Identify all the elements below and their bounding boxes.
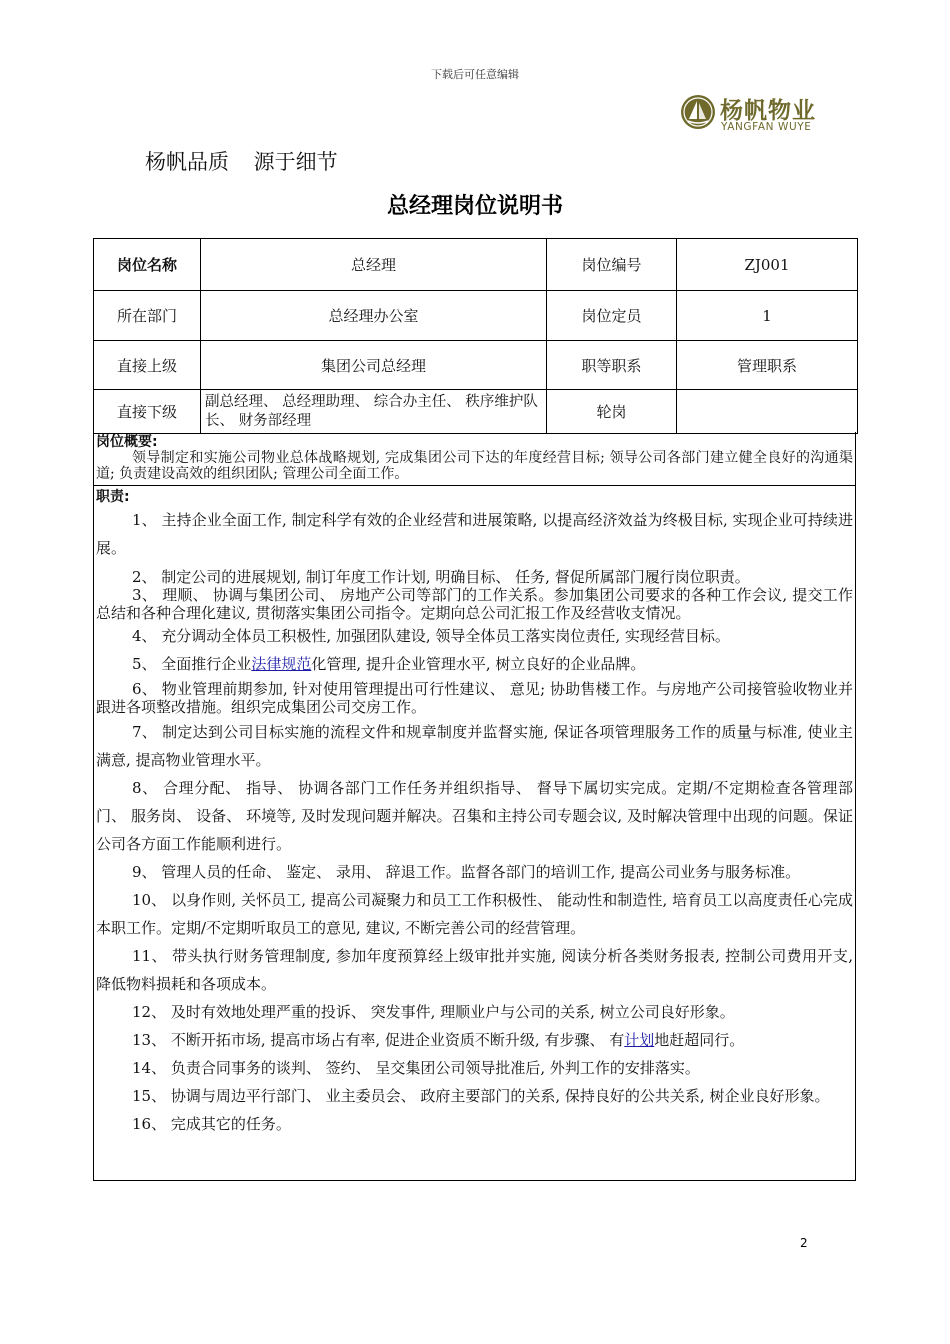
rotation-value — [677, 390, 858, 434]
superior-value: 集团公司总经理 — [201, 341, 547, 390]
position-name-value: 总经理 — [201, 239, 547, 291]
table-row — [94, 291, 858, 341]
duty-item-11: 11、 带头执行财务管理制度, 参加年度预算经上级审批并实施, 阅读分析各类财务报表, 控制公司费用开支, 降低物料损耗和各项成本。 — [96, 947, 853, 993]
position-code-value: ZJ001 — [677, 239, 858, 291]
headcount-value: 1 — [677, 291, 858, 341]
duty-item-7: 7、 制定达到公司目标实施的流程文件和规章制度并监督实施, 保证各项管理服务工作的质量与标准, 使业主满意, 提高物业管理水平。 — [96, 723, 853, 769]
duty-13-text-end: 地赶超同行。 — [654, 1031, 745, 1049]
subordinate-label: 直接下级 — [94, 390, 201, 434]
plan-link[interactable]: 计划 — [624, 1031, 655, 1049]
position-name-label: 岗位名称 — [94, 239, 201, 291]
duty-item-10: 10、 以身作则, 关怀员工, 提高公司凝聚力和员工工作积极性、 能动性和制造性, 培育员工以高度责任心完成本职工作。定期/不定期听取员工的意见, 建议, 不断完善公司的经营管理。 — [96, 891, 853, 937]
duty-item-3: 3、 理顺、 协调与集团公司、 房地产公司等部门的工作关系。参加集团公司要求的各种工作会议, 提交工作总结和各种合理化建议, 贯彻落实集团公司指令。定期向总公司汇报工作及经营收支情况。 — [96, 586, 853, 622]
duty-5-text-start: 5、 全面推行企业 — [132, 655, 252, 673]
table-row — [94, 390, 858, 434]
duty-item-14: 14、 负责合同事务的谈判、 签约、 呈交集团公司领导批准后, 外判工作的安排落实。 — [132, 1059, 700, 1077]
logo-en-text: YANGFAN WUYE — [721, 121, 812, 133]
duty-13-text-start: 13、 不断开拓市场, 提高市场占有率, 促进企业资质不断升级, 有步骤、 有 — [132, 1031, 625, 1049]
company-logo — [680, 92, 830, 136]
duties-section — [93, 486, 856, 1181]
table-row — [94, 341, 858, 390]
rotation-label: 轮岗 — [547, 390, 677, 434]
grade-value: 管理职系 — [677, 341, 858, 390]
logo-cn-text: 杨帆物业 — [720, 98, 816, 124]
duty-item-6: 6、 物业管理前期参加, 针对使用管理提出可行性建议、 意见; 协助售楼工作。与房地产公司接管验收物业并跟进各项整改措施。组织完成集团公司交房工作。 — [96, 680, 853, 716]
duty-item-13 — [96, 1026, 853, 1054]
slogan: 杨帆品质 源于细节 — [145, 150, 338, 174]
duty-item-9: 9、 管理人员的任命、 鉴定、 录用、 辞退工作。监督各部门的培训工作, 提高公司业务与服务标准。 — [132, 863, 801, 881]
superior-label: 直接上级 — [94, 341, 201, 390]
summary-heading: 岗位概要: — [96, 434, 158, 450]
duty-item-8: 8、 合理分配、 指导、 协调各部门工作任务并组织指导、 督导下属切实完成。定期/不定期检查各管理部门、 服务岗、 设备、 环境等, 及时发现问题并解决。召集和主持公司专题会议, 及时解决管理中出现的问题。保证公司各方面工作能顺利进行。 — [96, 779, 853, 853]
duty-item-16: 16、 完成其它的任务。 — [132, 1115, 291, 1133]
header-note: 下载后可任意编辑 — [431, 68, 519, 81]
legal-norms-link[interactable]: 法律规范 — [251, 655, 312, 673]
sail-logo-icon — [680, 94, 716, 130]
document-title: 总经理岗位说明书 — [386, 194, 563, 219]
duty-item-15: 15、 协调与周边平行部门、 业主委员会、 政府主要部门的关系, 保持良好的公共关系, 树企业良好形象。 — [132, 1087, 830, 1105]
position-info-table — [93, 238, 858, 434]
position-code-label: 岗位编号 — [547, 239, 677, 291]
table-row — [94, 239, 858, 291]
position-summary-section — [93, 432, 856, 486]
duty-item-4: 4、 充分调动全体员工积极性, 加强团队建设, 领导全体员工落实岗位责任, 实现经营目标。 — [132, 627, 730, 645]
duty-item-2: 2、 制定公司的进展规划, 制订年度工作计划, 明确目标、 任务, 督促所属部门履行岗位职责。 — [132, 568, 750, 586]
duty-item-1: 1、 主持企业全面工作, 制定科学有效的企业经营和进展策略, 以提高经济效益为终极目标, 实现企业可持续进展。 — [96, 511, 853, 557]
department-value: 总经理办公室 — [201, 291, 547, 341]
grade-label: 职等职系 — [547, 341, 677, 390]
duty-5-text-end: 化管理, 提升企业管理水平, 树立良好的企业品牌。 — [311, 655, 646, 673]
duties-heading: 职责: — [96, 489, 130, 505]
department-label: 所在部门 — [94, 291, 201, 341]
subordinate-value: 副总经理、 总经理助理、 综合办主任、 秩序维护队长、 财务部经理 — [201, 390, 547, 434]
summary-text: 领导制定和实施公司物业总体战略规划, 完成集团公司下达的年度经营目标; 领导公司各部门建立健全良好的沟通渠道; 负责建设高效的组织团队; 管理公司全面工作。 — [96, 450, 853, 482]
page-number: 2 — [800, 1236, 808, 1250]
duty-item-12: 12、 及时有效地处理严重的投诉、 突发事件, 理顺业户与公司的关系, 树立公司良好形象。 — [132, 1003, 735, 1021]
duty-item-5 — [96, 650, 853, 678]
headcount-label: 岗位定员 — [547, 291, 677, 341]
